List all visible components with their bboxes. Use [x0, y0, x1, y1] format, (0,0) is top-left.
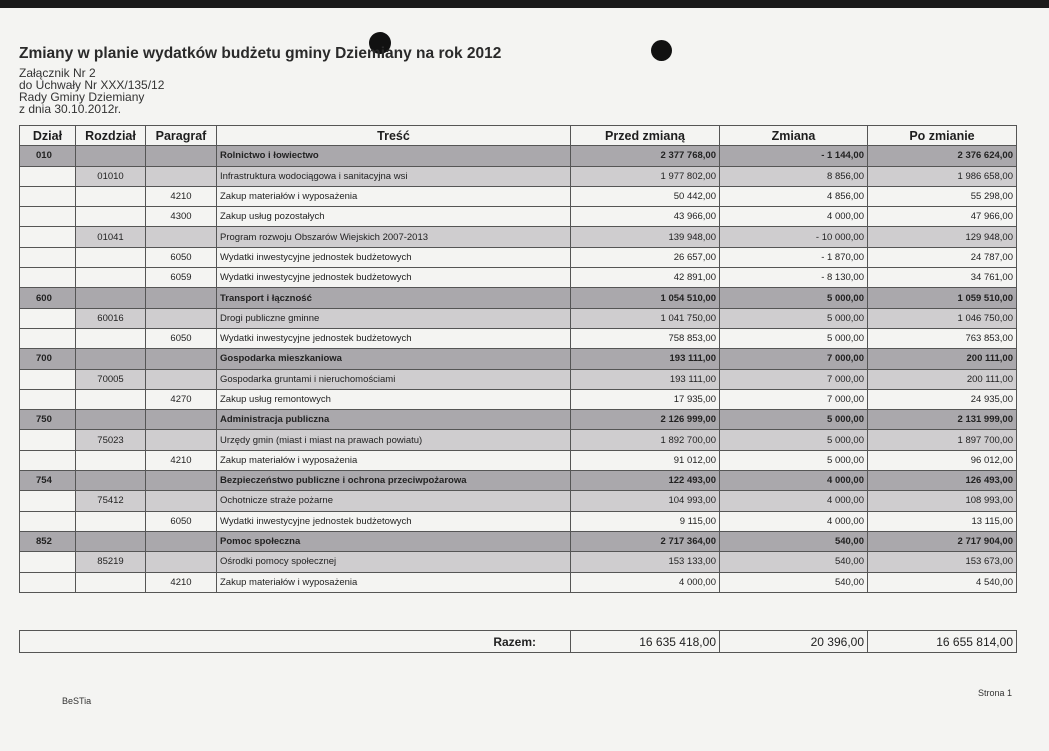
- paragraf-row: [20, 328, 1017, 348]
- rozdzial-code: 75023: [76, 430, 146, 450]
- paragraf-cell: [146, 146, 217, 166]
- zmiana-cell: 7 000,00: [720, 349, 868, 369]
- column-header-rozdzial: Rozdział: [76, 126, 146, 146]
- column-header-dzial: Dział: [20, 126, 76, 146]
- column-header-po-zmianie: Po zmianie: [868, 126, 1017, 146]
- tresc-cell: Zakup materiałów i wyposażenia: [217, 186, 571, 206]
- po-zmianie-cell: 2 717 904,00: [868, 531, 1017, 551]
- po-zmianie-cell: 47 966,00: [868, 207, 1017, 227]
- dzial-row: [20, 531, 1017, 551]
- dzial-code: 700: [20, 349, 76, 369]
- paragraf-row: [20, 186, 1017, 206]
- zmiana-cell: 7 000,00: [720, 389, 868, 409]
- tresc-cell: Zakup materiałów i wyposażenia: [217, 450, 571, 470]
- zmiana-cell: - 10 000,00: [720, 227, 868, 247]
- dzial-code: 600: [20, 288, 76, 308]
- paragraf-code: 6050: [146, 247, 217, 267]
- paragraf-code: 4210: [146, 572, 217, 592]
- document-title: Zmiany w planie wydatków budżetu gminy Dziemiany na rok 2012: [19, 45, 502, 62]
- zmiana-cell: 5 000,00: [720, 430, 868, 450]
- paragraf-cell: [146, 531, 217, 551]
- paragraf-code: 4210: [146, 450, 217, 470]
- rozdzial-code: 85219: [76, 552, 146, 572]
- przed-zmiana-cell: 50 442,00: [571, 186, 720, 206]
- tresc-cell: Administracja publiczna: [217, 410, 571, 430]
- po-zmianie-cell: 153 673,00: [868, 552, 1017, 572]
- total-przed: 16 635 418,00: [571, 631, 720, 653]
- budget-table: [19, 125, 1017, 593]
- dzial-code: 010: [20, 146, 76, 166]
- zmiana-cell: 5 000,00: [720, 450, 868, 470]
- rozdzial-cell: [76, 288, 146, 308]
- dzial-row: [20, 288, 1017, 308]
- po-zmianie-cell: 1 897 700,00: [868, 430, 1017, 450]
- przed-zmiana-cell: 4 000,00: [571, 572, 720, 592]
- dzial-cell: [20, 430, 76, 450]
- po-zmianie-cell: 1 059 510,00: [868, 288, 1017, 308]
- dzial-cell: [20, 511, 76, 531]
- footer-left: BeSTia: [62, 696, 92, 706]
- dzial-code: 750: [20, 410, 76, 430]
- rozdzial-cell: [76, 471, 146, 491]
- tresc-cell: Bezpieczeństwo publiczne i ochrona przeciwpożarowa: [217, 471, 571, 491]
- tresc-cell: Gospodarka gruntami i nieruchomościami: [217, 369, 571, 389]
- zmiana-cell: 4 000,00: [720, 491, 868, 511]
- table-header-row: [20, 126, 1017, 146]
- przed-zmiana-cell: 26 657,00: [571, 247, 720, 267]
- przed-zmiana-cell: 9 115,00: [571, 511, 720, 531]
- rozdzial-cell: [76, 531, 146, 551]
- tresc-cell: Drogi publiczne gminne: [217, 308, 571, 328]
- column-header-zmiana: Zmiana: [720, 126, 868, 146]
- po-zmianie-cell: 24 935,00: [868, 389, 1017, 409]
- przed-zmiana-cell: 1 977 802,00: [571, 166, 720, 186]
- rozdzial-cell: [76, 207, 146, 227]
- paragraf-row: [20, 511, 1017, 531]
- tresc-cell: Rolnictwo i łowiectwo: [217, 146, 571, 166]
- dzial-cell: [20, 552, 76, 572]
- total-table: [19, 630, 1017, 653]
- po-zmianie-cell: 108 993,00: [868, 491, 1017, 511]
- rozdzial-row: [20, 308, 1017, 328]
- total-row: [20, 631, 1017, 653]
- przed-zmiana-cell: 17 935,00: [571, 389, 720, 409]
- paragraf-row: [20, 207, 1017, 227]
- przed-zmiana-cell: 193 111,00: [571, 349, 720, 369]
- rozdzial-row: [20, 227, 1017, 247]
- paragraf-code: 4270: [146, 389, 217, 409]
- zmiana-cell: 7 000,00: [720, 369, 868, 389]
- zmiana-cell: 5 000,00: [720, 288, 868, 308]
- dzial-cell: [20, 328, 76, 348]
- tresc-cell: Pomoc społeczna: [217, 531, 571, 551]
- paragraf-code: 4300: [146, 207, 217, 227]
- rozdzial-code: 70005: [76, 369, 146, 389]
- przed-zmiana-cell: 43 966,00: [571, 207, 720, 227]
- przed-zmiana-cell: 139 948,00: [571, 227, 720, 247]
- tresc-cell: Zakup usług pozostałych: [217, 207, 571, 227]
- total-label: Razem:: [20, 631, 571, 653]
- tresc-cell: Wydatki inwestycyjne jednostek budżetowych: [217, 268, 571, 288]
- dzial-cell: [20, 247, 76, 267]
- zmiana-cell: - 8 130,00: [720, 268, 868, 288]
- paragraf-cell: [146, 471, 217, 491]
- rozdzial-cell: [76, 328, 146, 348]
- tresc-cell: Wydatki inwestycyjne jednostek budżetowych: [217, 247, 571, 267]
- dzial-cell: [20, 450, 76, 470]
- dzial-code: 754: [20, 471, 76, 491]
- dzial-code: 852: [20, 531, 76, 551]
- po-zmianie-cell: 1 986 658,00: [868, 166, 1017, 186]
- paragraf-cell: [146, 430, 217, 450]
- column-header-przed-zmiana: Przed zmianą: [571, 126, 720, 146]
- rozdzial-cell: [76, 247, 146, 267]
- rozdzial-cell: [76, 511, 146, 531]
- rozdzial-code: 60016: [76, 308, 146, 328]
- przed-zmiana-cell: 2 377 768,00: [571, 146, 720, 166]
- zmiana-cell: 4 000,00: [720, 207, 868, 227]
- zmiana-cell: 5 000,00: [720, 308, 868, 328]
- przed-zmiana-cell: 1 041 750,00: [571, 308, 720, 328]
- dzial-row: [20, 471, 1017, 491]
- zmiana-cell: 540,00: [720, 572, 868, 592]
- tresc-cell: Urzędy gmin (miast i miast na prawach powiatu): [217, 430, 571, 450]
- tresc-cell: Ośrodki pomocy społecznej: [217, 552, 571, 572]
- paragraf-row: [20, 268, 1017, 288]
- dzial-cell: [20, 572, 76, 592]
- po-zmianie-cell: 200 111,00: [868, 349, 1017, 369]
- paragraf-row: [20, 572, 1017, 592]
- przed-zmiana-cell: 104 993,00: [571, 491, 720, 511]
- rozdzial-code: 01041: [76, 227, 146, 247]
- rozdzial-cell: [76, 349, 146, 369]
- po-zmianie-cell: 2 131 999,00: [868, 410, 1017, 430]
- rozdzial-code: 01010: [76, 166, 146, 186]
- paragraf-cell: [146, 308, 217, 328]
- przed-zmiana-cell: 153 133,00: [571, 552, 720, 572]
- przed-zmiana-cell: 193 111,00: [571, 369, 720, 389]
- po-zmianie-cell: 13 115,00: [868, 511, 1017, 531]
- po-zmianie-cell: 763 853,00: [868, 328, 1017, 348]
- przed-zmiana-cell: 1 054 510,00: [571, 288, 720, 308]
- po-zmianie-cell: 24 787,00: [868, 247, 1017, 267]
- table-body: [20, 146, 1017, 593]
- total-zmiana: 20 396,00: [720, 631, 868, 653]
- tresc-cell: Zakup materiałów i wyposażenia: [217, 572, 571, 592]
- total-po: 16 655 814,00: [868, 631, 1017, 653]
- paragraf-row: [20, 247, 1017, 267]
- zmiana-cell: 5 000,00: [720, 410, 868, 430]
- rozdzial-cell: [76, 410, 146, 430]
- przed-zmiana-cell: 122 493,00: [571, 471, 720, 491]
- po-zmianie-cell: 126 493,00: [868, 471, 1017, 491]
- paragraf-cell: [146, 491, 217, 511]
- column-header-tresc: Treść: [217, 126, 571, 146]
- zmiana-cell: 4 000,00: [720, 511, 868, 531]
- dzial-cell: [20, 308, 76, 328]
- tresc-cell: Ochotnicze straże pożarne: [217, 491, 571, 511]
- paragraf-cell: [146, 166, 217, 186]
- paragraf-row: [20, 389, 1017, 409]
- paragraf-cell: [146, 552, 217, 572]
- rozdzial-row: [20, 369, 1017, 389]
- zmiana-cell: 540,00: [720, 552, 868, 572]
- rozdzial-cell: [76, 186, 146, 206]
- dzial-row: [20, 410, 1017, 430]
- tresc-cell: Program rozwoju Obszarów Wiejskich 2007-2013: [217, 227, 571, 247]
- przed-zmiana-cell: 1 892 700,00: [571, 430, 720, 450]
- subtitle-line: do Uchwały Nr XXX/135/12: [19, 78, 165, 92]
- punch-hole: [651, 40, 672, 61]
- tresc-cell: Zakup usług remontowych: [217, 389, 571, 409]
- po-zmianie-cell: 129 948,00: [868, 227, 1017, 247]
- rozdzial-row: [20, 491, 1017, 511]
- dzial-cell: [20, 491, 76, 511]
- paragraf-code: 4210: [146, 186, 217, 206]
- dzial-cell: [20, 186, 76, 206]
- paragraf-cell: [146, 410, 217, 430]
- przed-zmiana-cell: 758 853,00: [571, 328, 720, 348]
- tresc-cell: Infrastruktura wodociągowa i sanitacyjna wsi: [217, 166, 571, 186]
- po-zmianie-cell: 2 376 624,00: [868, 146, 1017, 166]
- dzial-row: [20, 146, 1017, 166]
- paragraf-cell: [146, 288, 217, 308]
- rozdzial-cell: [76, 450, 146, 470]
- paragraf-row: [20, 450, 1017, 470]
- paragraf-code: 6059: [146, 268, 217, 288]
- tresc-cell: Gospodarka mieszkaniowa: [217, 349, 571, 369]
- zmiana-cell: 4 856,00: [720, 186, 868, 206]
- rozdzial-code: 75412: [76, 491, 146, 511]
- po-zmianie-cell: 200 111,00: [868, 369, 1017, 389]
- przed-zmiana-cell: 91 012,00: [571, 450, 720, 470]
- document-page: [0, 8, 1049, 751]
- dzial-cell: [20, 389, 76, 409]
- dzial-cell: [20, 369, 76, 389]
- column-header-paragraf: Paragraf: [146, 126, 217, 146]
- footer-page-number: Strona 1: [978, 688, 1013, 698]
- zmiana-cell: - 1 870,00: [720, 247, 868, 267]
- paragraf-code: 6050: [146, 328, 217, 348]
- zmiana-cell: 8 856,00: [720, 166, 868, 186]
- przed-zmiana-cell: 42 891,00: [571, 268, 720, 288]
- po-zmianie-cell: 34 761,00: [868, 268, 1017, 288]
- subtitle-line: z dnia 30.10.2012r.: [19, 102, 122, 116]
- tresc-cell: Transport i łączność: [217, 288, 571, 308]
- dzial-cell: [20, 166, 76, 186]
- przed-zmiana-cell: 2 717 364,00: [571, 531, 720, 551]
- tresc-cell: Wydatki inwestycyjne jednostek budżetowych: [217, 511, 571, 531]
- paragraf-code: 6050: [146, 511, 217, 531]
- dzial-row: [20, 349, 1017, 369]
- zmiana-cell: 5 000,00: [720, 328, 868, 348]
- po-zmianie-cell: 55 298,00: [868, 186, 1017, 206]
- dzial-cell: [20, 227, 76, 247]
- paragraf-cell: [146, 227, 217, 247]
- rozdzial-row: [20, 166, 1017, 186]
- rozdzial-cell: [76, 146, 146, 166]
- rozdzial-row: [20, 552, 1017, 572]
- zmiana-cell: - 1 144,00: [720, 146, 868, 166]
- paragraf-cell: [146, 369, 217, 389]
- zmiana-cell: 4 000,00: [720, 471, 868, 491]
- subtitle-line: Rady Gminy Dziemiany: [19, 90, 145, 104]
- rozdzial-cell: [76, 389, 146, 409]
- tresc-cell: Wydatki inwestycyjne jednostek budżetowych: [217, 328, 571, 348]
- subtitle-line: Załącznik Nr 2: [19, 66, 96, 80]
- rozdzial-row: [20, 430, 1017, 450]
- rozdzial-cell: [76, 572, 146, 592]
- dzial-cell: [20, 268, 76, 288]
- dzial-cell: [20, 207, 76, 227]
- zmiana-cell: 540,00: [720, 531, 868, 551]
- paragraf-cell: [146, 349, 217, 369]
- po-zmianie-cell: 96 012,00: [868, 450, 1017, 470]
- przed-zmiana-cell: 2 126 999,00: [571, 410, 720, 430]
- po-zmianie-cell: 1 046 750,00: [868, 308, 1017, 328]
- rozdzial-cell: [76, 268, 146, 288]
- po-zmianie-cell: 4 540,00: [868, 572, 1017, 592]
